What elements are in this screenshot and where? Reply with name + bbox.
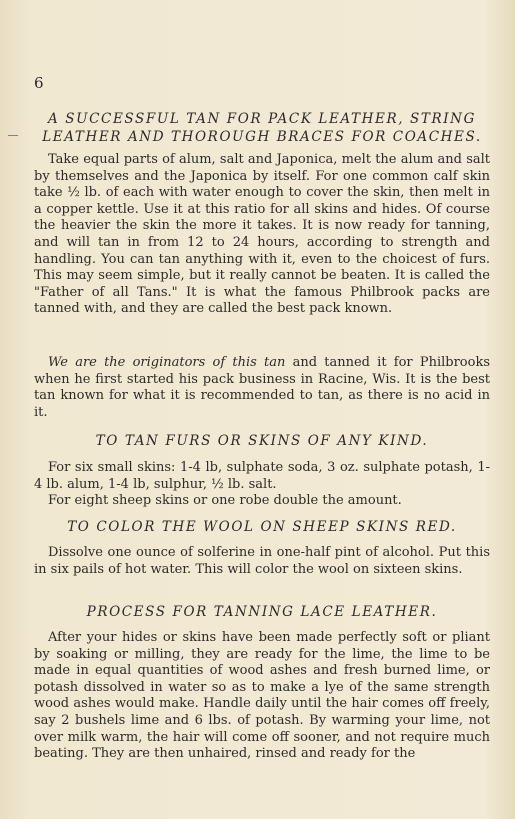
section-heading: TO COLOR THE WOOL ON SHEEP SKINS RED. [67,519,457,535]
section-heading: PROCESS FOR TANNING LACE LEATHER. [86,604,438,620]
section-body-2 [34,355,490,421]
section-heading: A SUCCESSFUL TAN FOR PACK LEATHER, STRING [48,111,476,127]
section-heading-line-2: LEATHER AND THOROUGH BRACES FOR COACHES. [42,129,482,145]
section-heading: TO TAN FURS OR SKINS OF ANY KIND. [95,433,429,449]
lead-in-text: We are the originators of this tan [48,355,286,370]
paragraph-originators [34,355,490,421]
page-number: 6 [34,74,44,92]
paragraph: For six small skins: 1-4 lb, sulphate soda, 3 oz. sulphate potash, 1-4 lb. alum, 1-4 lb, sulphur, ½ lb. salt. [34,460,490,492]
margin-mark [8,135,18,136]
section-wool-red [34,518,490,536]
section-body [34,630,490,763]
paragraph: For eight sheep skins or one robe double the amount. [48,493,402,509]
paragraph-rest: and tanned it for Philbrooks when he first started his pack business in Racine, Wis. It is the best tan known for what it is recommended to tan, as there is no acid in it. [34,355,490,420]
section-body [34,460,490,510]
section-pack-leather [34,110,490,146]
paragraph: Take equal parts of alum, salt and Japonica, melt the alum and salt by themselves and the Japonica by itself. For one common calf skin take ½ lb. of each with water enough to cover the skin, then melt in a copper kettle. Use it at this ratio for all skins and hides. Of course the heavier the skin the more it takes. It is now ready for tanning, and will tan in from 12 to 24 hours, according to strength and handling. You can tan anything with it, even to the choicest of furs. This may seem simple, but it really cannot be beaten. It is called the "Father of all Tans." It is what the famous Philbrook packs are tanned with, and they are called the best pack known. [34,152,490,317]
section-body [34,545,490,578]
section-body [34,152,490,318]
section-furs [34,432,490,450]
paragraph: Dissolve one ounce of solferine in one-half pint of alcohol. Put this in six pails of hot water. This will color the wool on sixteen skins. [34,545,490,577]
paragraph: After your hides or skins have been made perfectly soft or pliant by soaking or milling, they are ready for the lime, the lime to be made in equal quantities of wood ashes and fresh burned lime, or potash dissolved in water so as to make a lye of the same strength wood ashes would make. Handle daily until the hair comes off freely, say 2 bushels lime and 6 lbs. of potash. By warming your lime, not over milk warm, the hair will come off sooner, and not require much beating. They are then unhaired, rinsed and ready for the [34,630,490,762]
section-lace-leather [34,603,490,621]
